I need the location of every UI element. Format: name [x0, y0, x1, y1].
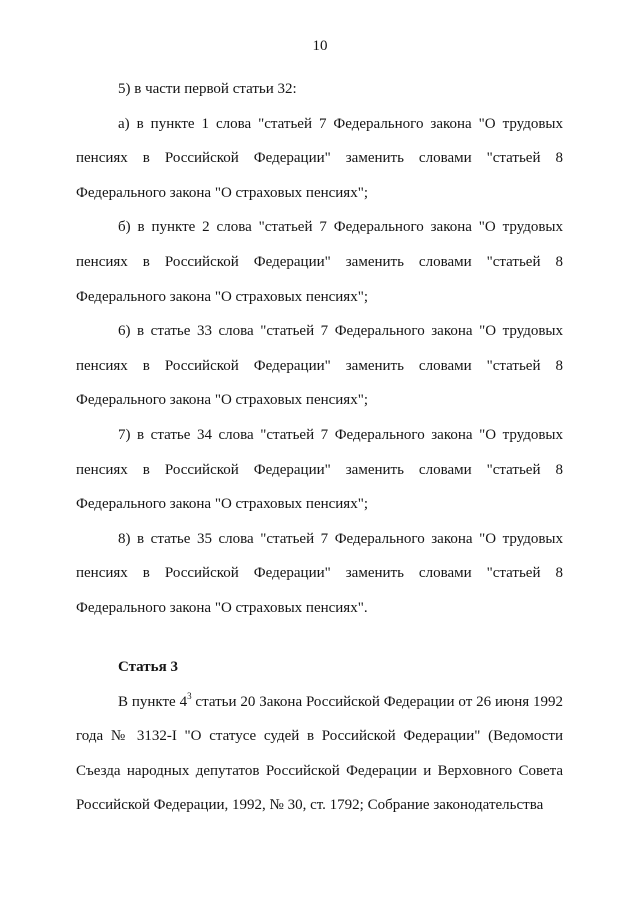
list-item-6: 6) в статье 33 слова "статьей 7 Федерального закона "О трудовых пенсиях в Российской Федерации" заменить словами "статьей 8 Федерального закона "О страховых пенсиях";	[76, 323, 563, 409]
article-3-superscript: 3	[187, 690, 192, 701]
article-3-section	[76, 650, 563, 823]
article-3-paragraph	[76, 685, 563, 823]
list-item-5a: а) в пункте 1 слова "статьей 7 Федерального закона "О трудовых пенсиях в Российской Федерации" заменить словами "статьей 8 Федерального закона "О страховых пенсиях";	[76, 115, 563, 201]
article-3-text: статьи 20 Закона Российской Федерации от 26 июня 1992 года № 3132-I "О статусе судей в Российской Федерации" (Ведомости Съезда народных депутатов Российской Федерации и Верховного Совета Российской Федерации, 1992, № 30, ст. 1792; Собрание законодательства	[76, 693, 563, 814]
article-3-heading: Статья 3	[118, 659, 178, 675]
list-item-8: 8) в статье 35 слова "статьей 7 Федерального закона "О трудовых пенсиях в Российской Федерации" заменить словами "статьей 8 Федерального закона "О страховых пенсиях".	[76, 530, 563, 616]
article-3-lead: В пункте 4	[118, 693, 188, 710]
list-item-7: 7) в статье 34 слова "статьей 7 Федерального закона "О трудовых пенсиях в Российской Федерации" заменить словами "статьей 8 Федерального закона "О страховых пенсиях";	[76, 426, 563, 513]
list-item-5b: б) в пункте 2 слова "статьей 7 Федерального закона "О трудовых пенсиях в Российской Федерации" заменить словами "статьей 8 Федерального закона "О страховых пенсиях";	[76, 219, 563, 305]
page-number: 10	[312, 38, 328, 54]
list-item-5: 5) в части первой статьи 32:	[118, 81, 297, 97]
document-body	[76, 72, 563, 626]
